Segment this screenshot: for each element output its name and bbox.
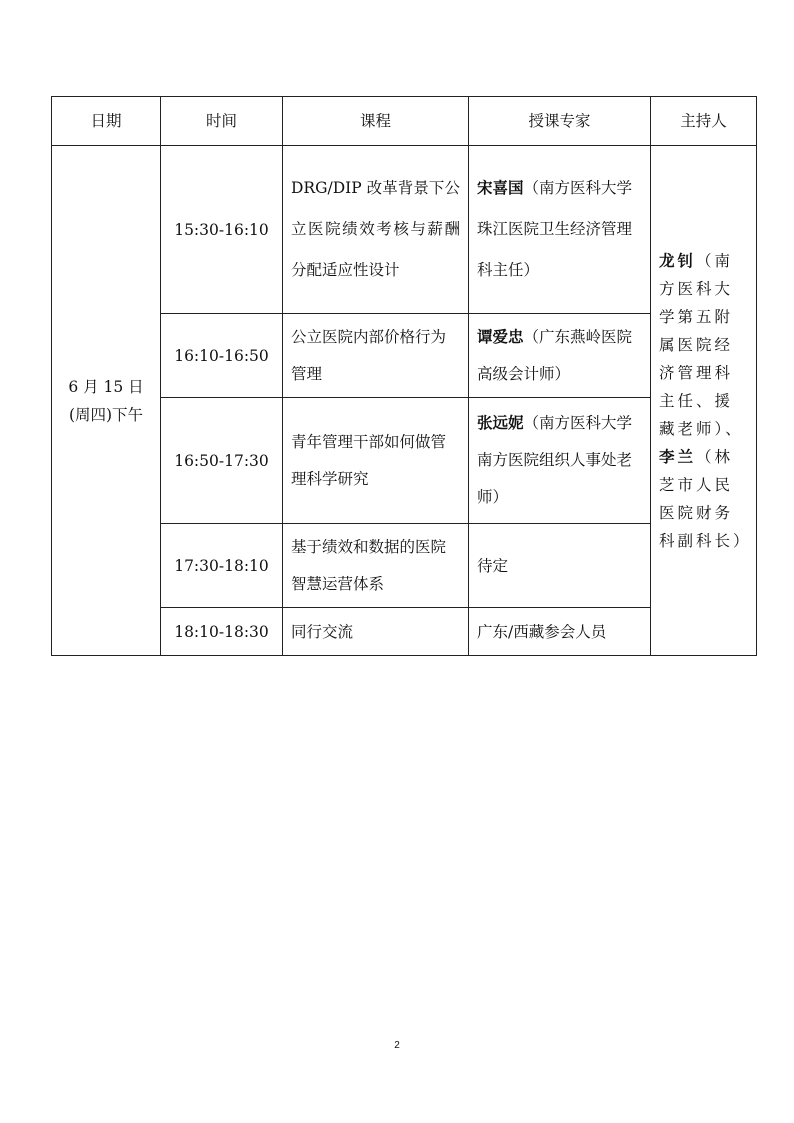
course-cell xyxy=(283,524,469,608)
expert-name: 宋喜国 xyxy=(477,179,524,197)
expert-name: 张远妮 xyxy=(477,414,524,432)
course-text: 公立医院内部价格行为管理 xyxy=(291,327,447,383)
date-cell xyxy=(52,146,161,656)
header-host: 主持人 xyxy=(651,97,757,146)
expert-detail: （南方医科大学珠江医院卫生经济管理科主任） xyxy=(477,179,633,279)
date-line2: (周四)下午 xyxy=(68,405,144,424)
course-text: 青年管理干部如何做管理科学研究 xyxy=(291,432,447,488)
table-row xyxy=(52,146,757,314)
expert-detail: 广东/西藏参会人员 xyxy=(477,622,607,641)
time-cell: 17:30-18:10 xyxy=(161,524,283,608)
host-name-2: 李兰 xyxy=(659,447,697,466)
expert-cell xyxy=(469,608,651,656)
header-course: 课程 xyxy=(283,97,469,146)
time-cell: 16:10-16:50 xyxy=(161,314,283,398)
page-number: 2 xyxy=(394,1040,400,1051)
time-cell: 18:10-18:30 xyxy=(161,608,283,656)
schedule-table xyxy=(51,96,757,656)
host-detail-1: （南方医科大学第五附属医院经济管理科主任、援藏老师）、 xyxy=(659,251,744,438)
expert-cell xyxy=(469,398,651,524)
course-text: 基于绩效和数据的医院智慧运营体系 xyxy=(291,537,447,593)
course-cell xyxy=(283,398,469,524)
expert-cell xyxy=(469,314,651,398)
course-cell xyxy=(283,314,469,398)
time-cell: 15:30-16:10 xyxy=(161,146,283,314)
expert-detail: （南方医科大学南方医院组织人事处老师） xyxy=(477,414,633,506)
host-cell xyxy=(651,146,757,656)
date-line1: 6 月 15 日 xyxy=(68,377,144,396)
header-row xyxy=(52,97,757,146)
expert-name: 谭爱忠 xyxy=(477,327,524,346)
host-name-1: 龙钊 xyxy=(659,251,697,270)
header-date: 日期 xyxy=(52,97,161,146)
expert-detail: （广东燕岭医院高级会计师） xyxy=(477,327,633,383)
host-detail-2: （林芝市人民医院财务科副科长） xyxy=(659,447,752,550)
expert-cell xyxy=(469,524,651,608)
course-text: DRG/DIP 改革背景下公立医院绩效考核与薪酬分配适应性设计 xyxy=(291,179,460,279)
course-text: 同行交流 xyxy=(291,622,354,641)
header-time: 时间 xyxy=(161,97,283,146)
header-expert: 授课专家 xyxy=(469,97,651,146)
course-cell xyxy=(283,608,469,656)
expert-cell xyxy=(469,146,651,314)
course-cell xyxy=(283,146,469,314)
time-cell: 16:50-17:30 xyxy=(161,398,283,524)
expert-detail: 待定 xyxy=(477,556,509,575)
